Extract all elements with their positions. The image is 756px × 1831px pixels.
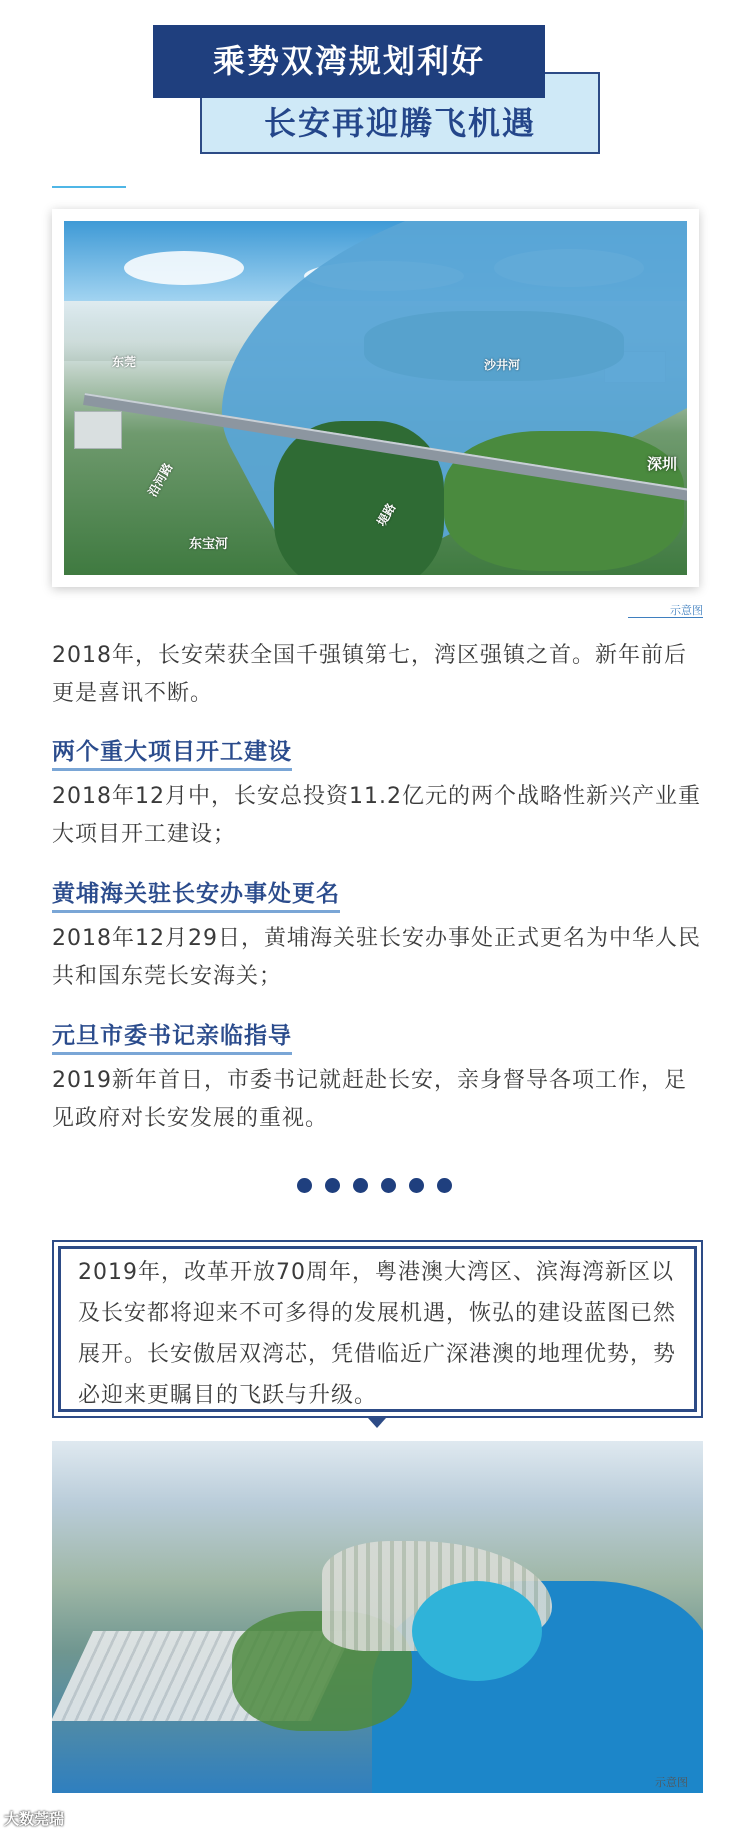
label-dongbaohe: 东宝河 [189,537,229,552]
header-title-line1: 乘势双湾规划利好 [212,42,485,80]
section-heading-customs: 黄埔海关驻长安办事处更名 [52,875,340,913]
divider-dot [409,1178,424,1193]
quote-pointer-icon [368,1418,386,1428]
river-photo-frame [52,209,699,587]
divider-dot [325,1178,340,1193]
section-text-projects: 2018年12月中，长安总投资11.2亿元的两个战略性新兴产业重大项目开工建设； [52,784,701,847]
divider-dot [297,1178,312,1193]
divider-dot [437,1178,452,1193]
intro-paragraph: 2018年，长安荣获全国千强镇第七，湾区强镇之首。新年前后更是喜讯不断。 [52,643,687,706]
label-road-right: 堤路 [374,500,399,529]
section-heading-projects: 两个重大项目开工建设 [52,733,292,771]
river-aerial-image [64,221,687,575]
label-road-left: 沿河路 [145,460,176,499]
label-shajinghe: 沙井河 [484,358,521,372]
lagoon [412,1581,542,1681]
label-dongguan: 东莞 [112,355,137,369]
photo1-caption-line [628,617,703,618]
cloud [124,251,244,285]
photo2-caption: 示意图 [655,1776,688,1789]
divider-dot [353,1178,368,1193]
divider-dot [381,1178,396,1193]
header-title-line2: 长安再迎腾飞机遇 [263,104,536,142]
watermark-logo: 大数莞瑞 [4,1810,65,1828]
bay-aerial-image [52,1441,703,1793]
photo1-caption: 示意图 [670,604,703,617]
park-area [444,431,684,571]
quote-text: 2019年，改革开放70周年，粤港澳大湾区、滨海湾新区以及长安都将迎来不可多得的发展机遇，恢弘的建设蓝图已然展开。长安傲居双湾芯，凭借临近广深港澳的地理优势，势必迎来更瞩目的飞跃与升级。 [78,1260,677,1408]
section-text-newyear: 2019新年首日，市委书记就赶赴长安，亲身督导各项工作，足见政府对长安发展的重视。 [52,1068,687,1131]
section-text-customs: 2018年12月29日，黄埔海关驻长安办事处正式更名为中华人民共和国东莞长安海关； [52,926,701,989]
label-shenzhen: 深圳 [646,455,677,473]
header-accent-line [52,186,126,188]
building [74,411,122,449]
section-heading-newyear: 元旦市委书记亲临指导 [52,1017,292,1055]
